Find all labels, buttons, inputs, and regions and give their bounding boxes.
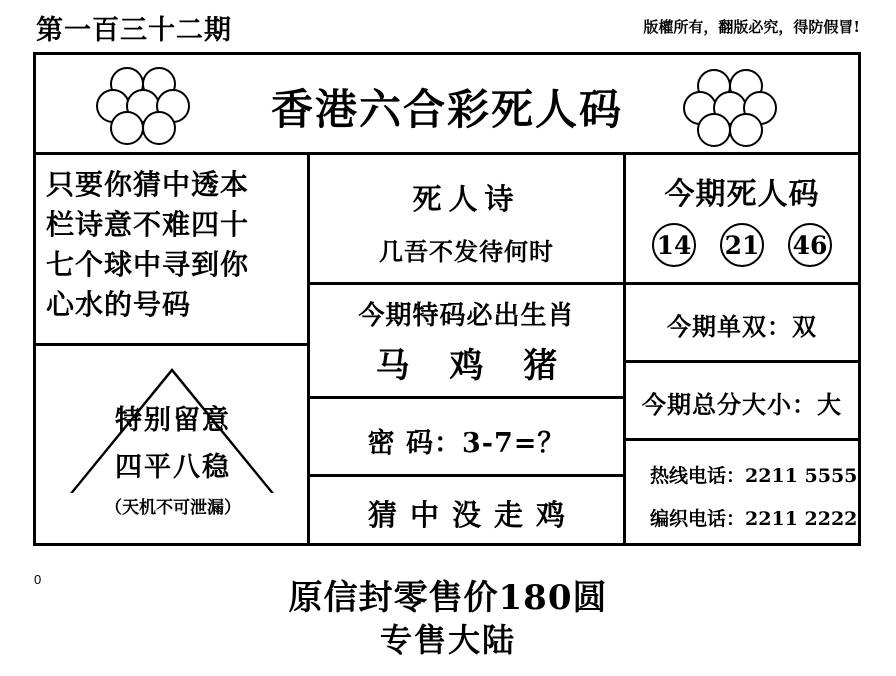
zodiac-cell	[310, 285, 623, 399]
weave-phone-value: 2211 2222	[745, 508, 858, 530]
left-poem-line-1: 只要你猜中透本	[46, 168, 250, 201]
special-notice-footnote: （天机不可泄漏）	[105, 498, 241, 518]
special-notice-line-1: 特别留意	[115, 405, 231, 436]
special-notice-box	[36, 346, 310, 546]
death-poem-cell	[310, 155, 623, 285]
left-poem-line-2: 栏诗意不难四十	[46, 208, 250, 241]
sale-area-text: 专售大陆	[379, 621, 516, 659]
guess-text: 猜中没走鸡	[367, 498, 578, 532]
lucky-numbers-cell	[626, 155, 858, 285]
zodiac-title: 今期特码必出生肖	[358, 301, 575, 331]
left-poem-box	[36, 155, 310, 346]
number-ball: 21	[720, 223, 764, 267]
number-ball: 46	[788, 223, 832, 267]
size-text: 今期总分大小：大	[642, 390, 842, 419]
special-notice-line-2: 四平八稳	[115, 452, 231, 483]
number-ball: 14	[652, 223, 696, 267]
price-text: 原信封零售价180圆	[288, 578, 608, 618]
main-frame	[33, 52, 861, 546]
issue-title: 第一百三十二期	[36, 15, 232, 46]
corner-mark: 0	[34, 572, 42, 587]
secret-code-cell	[310, 399, 623, 477]
hotline-label: 热线电话：	[650, 465, 746, 487]
odd-even-cell	[626, 285, 858, 363]
death-poem-subtitle: 几吾不发待何时	[379, 237, 554, 266]
left-poem-line-3: 七个球中寻到你	[46, 248, 250, 281]
banner	[36, 55, 858, 155]
size-cell	[626, 363, 858, 441]
death-poem-title: 死人诗	[412, 182, 521, 216]
right-column	[626, 155, 858, 546]
lucky-numbers-row	[626, 223, 858, 267]
lucky-numbers-title: 今期死人码	[664, 177, 820, 212]
left-poem-line-4: 心水的号码	[46, 288, 192, 321]
odd-even-text: 今期单双：双	[667, 312, 817, 341]
hotline-value: 2211 5555	[745, 465, 858, 487]
secret-code-text: 密 码：3-7=？	[367, 428, 566, 459]
banner-title: 香港六合彩死人码	[270, 85, 623, 134]
guess-cell	[310, 477, 623, 546]
hotline-row	[626, 461, 858, 488]
copyright-notice: 版權所有，翻版必究，得防假冒!	[643, 18, 860, 36]
middle-column	[310, 155, 626, 546]
phones-cell	[626, 441, 858, 546]
left-column	[36, 155, 310, 546]
weave-phone-label: 编织电话：	[650, 508, 746, 530]
zodiac-animals: 马 鸡 猪	[375, 346, 572, 386]
weave-phone-row	[626, 504, 858, 531]
